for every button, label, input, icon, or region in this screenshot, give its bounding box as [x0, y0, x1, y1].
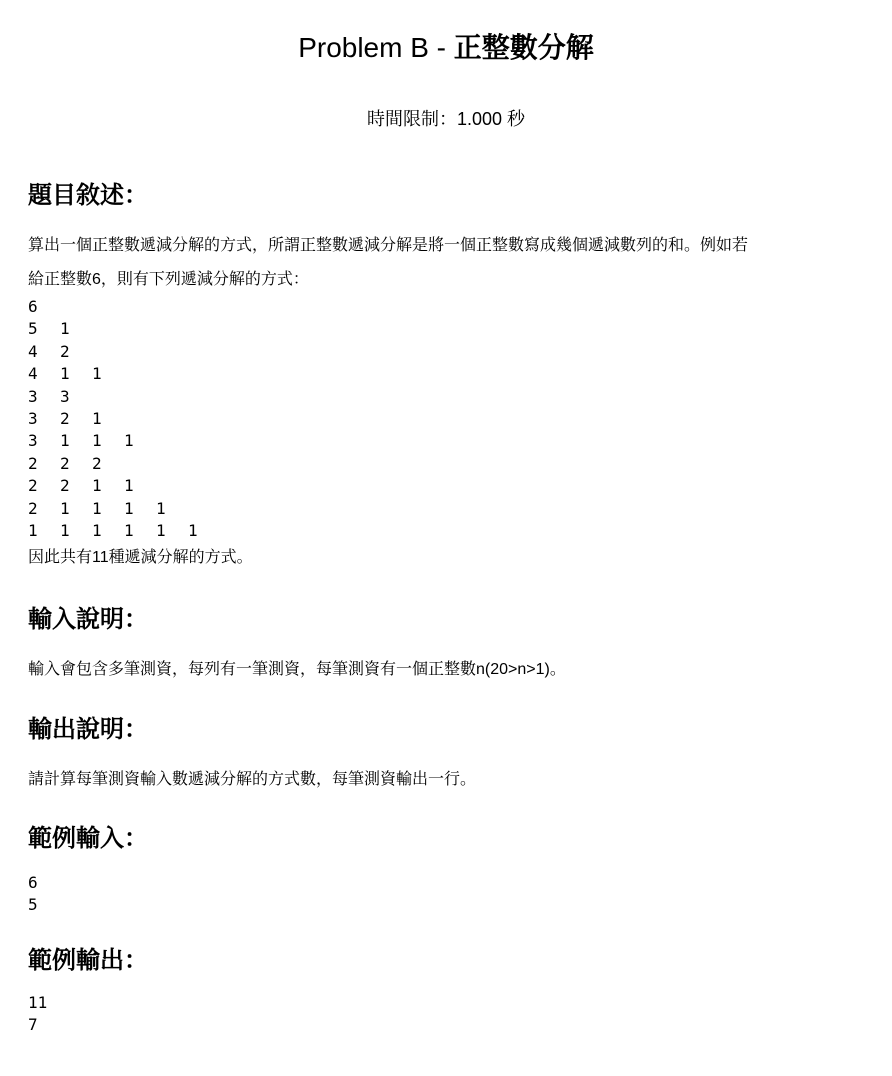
description-heading: 題目敘述： — [28, 182, 148, 209]
sample-output-heading: 範例輸出： — [28, 947, 148, 974]
time-limit: 時間限制：1.000 秒 — [366, 109, 526, 129]
page-title — [0, 28, 892, 68]
partition-row — [28, 318, 220, 340]
title-prefix: Problem B - — [298, 32, 454, 63]
partition-term: 1 — [156, 520, 166, 540]
sample-output-block — [28, 992, 47, 1037]
partition-term: 1 — [92, 476, 102, 496]
partition-term: 4 — [28, 364, 38, 384]
partition-term: 3 — [60, 386, 70, 406]
partition-term: 5 — [28, 319, 38, 339]
output-heading: 輸出說明： — [28, 716, 148, 743]
partition-term: 2 — [28, 453, 38, 473]
description-intro-line1: 算出一個正整數遞減分解的方式，所謂正整數遞減分解是將一個正整數寫成幾個遞減數列的和。例如若 — [28, 237, 749, 254]
partition-term: 1 — [124, 476, 134, 496]
partition-row — [28, 341, 220, 363]
partition-term: 1 — [60, 319, 70, 339]
partition-term: 2 — [60, 476, 70, 496]
description-intro-line2: 給正整數6，則有下列遞減分解的方式： — [28, 271, 309, 288]
partition-term: 1 — [60, 364, 70, 384]
sample-input-block — [28, 872, 38, 917]
partition-term: 3 — [28, 386, 38, 406]
sample-input-line: 5 — [28, 895, 38, 915]
partition-term: 1 — [92, 431, 102, 451]
partition-row — [28, 453, 220, 475]
partition-term: 3 — [28, 408, 38, 428]
partition-term: 2 — [28, 498, 38, 518]
partition-term: 1 — [60, 498, 70, 518]
partition-term: 6 — [28, 297, 38, 316]
sample-output-line: 11 — [28, 993, 48, 1012]
partition-row — [28, 363, 220, 385]
partition-term: 2 — [92, 453, 102, 473]
partition-row — [28, 430, 220, 452]
partition-row — [28, 386, 220, 408]
partition-list — [28, 296, 220, 542]
partition-term: 2 — [60, 408, 70, 428]
sample-output-line: 7 — [28, 1015, 38, 1035]
partition-row — [28, 475, 220, 497]
title-name: 正整數分解 — [453, 32, 594, 63]
partition-term: 1 — [124, 520, 134, 540]
partition-term: 2 — [28, 476, 38, 496]
partition-row — [28, 296, 220, 318]
partition-term: 1 — [156, 498, 166, 518]
partition-term: 1 — [92, 498, 102, 518]
partition-term: 1 — [124, 498, 134, 518]
partition-term: 1 — [124, 431, 134, 451]
input-description: 輸入會包含多筆測資，每列有一筆測資，每筆測資有一個正整數n(20>n>1)。 — [28, 661, 566, 678]
partition-term: 4 — [28, 341, 38, 361]
partition-term: 1 — [92, 520, 102, 540]
input-heading: 輸入說明： — [28, 606, 148, 633]
partition-row — [28, 408, 220, 430]
partition-term: 1 — [92, 364, 102, 384]
partition-term: 1 — [92, 408, 102, 428]
partition-term: 2 — [60, 341, 70, 361]
description-conclusion: 因此共有11種遞減分解的方式。 — [28, 549, 253, 566]
partition-row — [28, 520, 220, 542]
partition-term: 2 — [60, 453, 70, 473]
partition-row — [28, 498, 220, 520]
output-description: 請計算每筆測資輸入數遞減分解的方式數，每筆測資輸出一行。 — [28, 771, 477, 788]
partition-term: 1 — [60, 431, 70, 451]
partition-term: 1 — [28, 520, 38, 540]
sample-input-line: 6 — [28, 873, 38, 892]
partition-term: 3 — [28, 431, 38, 451]
partition-term: 1 — [60, 520, 70, 540]
sample-input-heading: 範例輸入： — [28, 825, 148, 852]
partition-term: 1 — [188, 520, 198, 540]
